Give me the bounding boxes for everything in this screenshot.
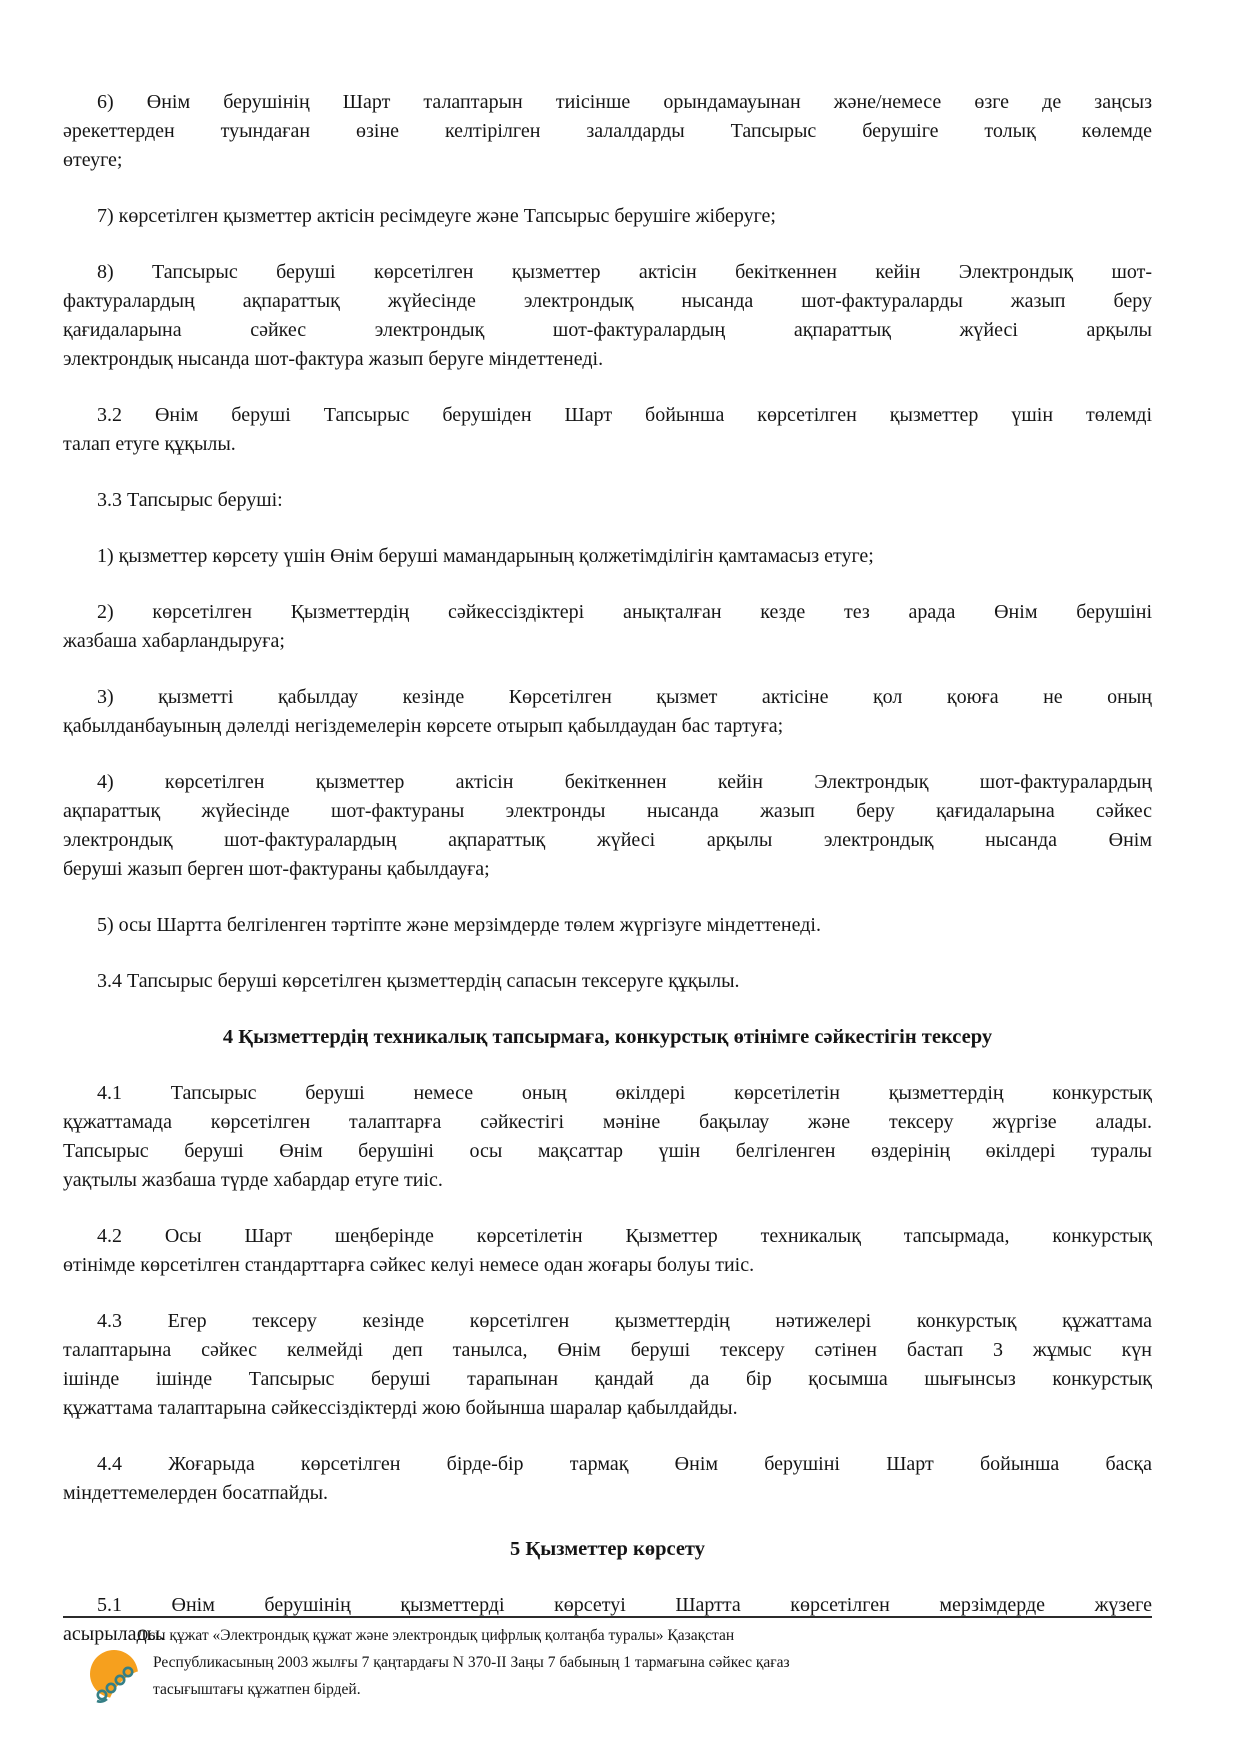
subclause-3 <box>63 683 1152 741</box>
text-line: асырылады. <box>63 1623 166 1645</box>
text-line: 4.3 Егер тексеру кезінде көрсетілген қызметтердің нәтижелері конкурстық құжаттама <box>97 1310 1152 1332</box>
clause-3-4 <box>63 967 1152 996</box>
text-line: 3) қызметті қабылдау кезінде Көрсетілген қызмет актісіне қол қоюға не оның <box>97 686 1152 708</box>
text-line: электрондық шот-фактуралардың ақпараттық жүйесі арқылы электрондық нысанда Өнім <box>63 829 1152 851</box>
text-line: уақтылы жазбаша түрде хабардар етуге тиіс. <box>63 1169 443 1191</box>
text-line: әрекеттерден туындаған өзіне келтірілген залалдарды Тапсырыс берушіге толық көлемде <box>63 120 1152 142</box>
text-line: қабылданбауының дәлелді негіздемелерін көрсете отырып қабылдаудан бас тартуға; <box>63 715 784 737</box>
clause-4-1 <box>63 1079 1152 1195</box>
subclause-5 <box>63 911 1152 940</box>
text-line: жазбаша хабарландыруға; <box>63 630 285 652</box>
clause-8 <box>63 258 1152 374</box>
text-line: 4.2 Осы Шарт шеңберінде көрсетілетін Қызметтер техникалық тапсырмада, конкурстық <box>97 1225 1152 1247</box>
section-4-heading <box>63 1023 1152 1052</box>
clause-4-3 <box>63 1307 1152 1423</box>
text-line: міндеттемелерден босатпайды. <box>63 1482 328 1504</box>
text-line: 6) Өнім берушінің Шарт талаптарын тиісінше орындамауынан және/немесе өзге де заңсыз <box>97 91 1152 113</box>
text-line: ақпараттық жүйесінде шот-фактураны электронды нысанда жазып беру қағидаларына сәйкес <box>63 800 1152 822</box>
text-line: қағидаларына сәйкес электрондық шот-фактуралардың ақпараттық жүйесі арқылы <box>63 319 1152 341</box>
subclause-4 <box>63 768 1152 884</box>
text-line: өтеуге; <box>63 149 123 171</box>
text-line: фактуралардың ақпараттық жүйесінде электрондық нысанда шот-фактураларды жазып беру <box>63 290 1152 312</box>
egov-stamp-icon <box>88 1650 144 1706</box>
text-line: талап етуге құқылы. <box>63 433 236 455</box>
subclause-2 <box>63 598 1152 656</box>
clause-7 <box>63 202 1152 231</box>
text-line: 4 Қызметтердің техникалық тапсырмаға, конкурстық өтінімге сәйкестігін тексеру <box>222 1026 993 1048</box>
text-line: құжаттамада көрсетілген талаптарға сәйкестігі мәніне бақылау және тексеру жүргізе алады. <box>63 1111 1152 1133</box>
text-line: 5) осы Шартта белгіленген тәртіпте және мерзімдерде төлем жүргізуге міндеттенеді. <box>97 914 821 936</box>
subclause-1 <box>63 542 1152 571</box>
text-line: 2) көрсетілген Қызметтердің сәйкессіздіктері анықталған кезде тез арада Өнім берушіні <box>97 601 1152 623</box>
text-line: 5.1 Өнім берушінің қызметтерді көрсетуі Шартта көрсетілген мерзімдерде жүзеге <box>97 1594 1152 1616</box>
contract-body <box>63 88 1152 1676</box>
text-line: 8) Тапсырыс беруші көрсетілген қызметтер актісін бекіткеннен кейін Электрондық шот- <box>97 261 1152 283</box>
clause-4-4 <box>63 1450 1152 1508</box>
footer-note-line: Осы құжат «Электрондық құжат және электрондық цифрлық қолтаңба туралы» Қазақстан <box>137 1627 735 1644</box>
clause-4-2 <box>63 1222 1152 1280</box>
footer-note-line: Республикасының 2003 жылғы 7 қаңтардағы N 370-II Заңы 7 бабының 1 тармағына сәйкес қағаз <box>153 1654 790 1671</box>
text-line: беруші жазып берген шот-фактураны қабылдауға; <box>63 858 490 880</box>
text-line: өтінімде көрсетілген стандарттарға сәйкес келуі немесе одан жоғары болуы тиіс. <box>63 1254 755 1276</box>
footer-note-line: тасығыштағы құжатпен бірдей. <box>153 1681 361 1698</box>
text-line: 7) көрсетілген қызметтер актісін ресімдеуге және Тапсырыс берушіге жіберуге; <box>97 205 776 227</box>
text-line: Тапсырыс беруші Өнім берушіні осы мақсаттар үшін белгіленген өздерінің өкілдері туралы <box>63 1140 1152 1162</box>
text-line: ішінде ішінде Тапсырыс беруші тарапынан қандай да бір қосымша шығынсыз конкурстық <box>63 1368 1152 1390</box>
text-line: 1) қызметтер көрсету үшін Өнім беруші мамандарының қолжетімділігін қамтамасыз етуге; <box>97 545 874 567</box>
clause-6 <box>63 88 1152 175</box>
text-line: электрондық нысанда шот-фактура жазып беруге міндеттенеді. <box>63 348 604 370</box>
text-line: 4.4 Жоғарыда көрсетілген бірде-бір тармақ Өнім берушіні Шарт бойынша басқа <box>97 1453 1152 1475</box>
clause-3-3 <box>63 486 1152 515</box>
text-line: құжаттама талаптарына сәйкессіздіктерді жою бойынша шаралар қабылдайды. <box>63 1397 738 1419</box>
text-line: 3.2 Өнім беруші Тапсырыс берушіден Шарт бойынша көрсетілген қызметтер үшін төлемді <box>97 404 1152 426</box>
footer-separator <box>63 1616 1152 1618</box>
text-line: 3.3 Тапсырыс беруші: <box>97 489 283 511</box>
text-line: талаптарына сәйкес келмейді деп танылса, Өнім беруші тексеру сәтінен бастап 3 жұмыс күн <box>63 1339 1152 1361</box>
text-line: 5 Қызметтер көрсету <box>510 1538 705 1560</box>
clause-3-2 <box>63 401 1152 459</box>
text-line: 4) көрсетілген қызметтер актісін бекіткеннен кейін Электрондық шот-фактуралардың <box>97 771 1152 793</box>
section-5-heading <box>63 1535 1152 1564</box>
text-line: 3.4 Тапсырыс беруші көрсетілген қызметтердің сапасын тексеруге құқылы. <box>97 970 740 992</box>
text-line: 4.1 Тапсырыс беруші немесе оның өкілдері көрсетілетін қызметтердің конкурстық <box>97 1082 1152 1104</box>
footer-note <box>137 1622 937 1703</box>
